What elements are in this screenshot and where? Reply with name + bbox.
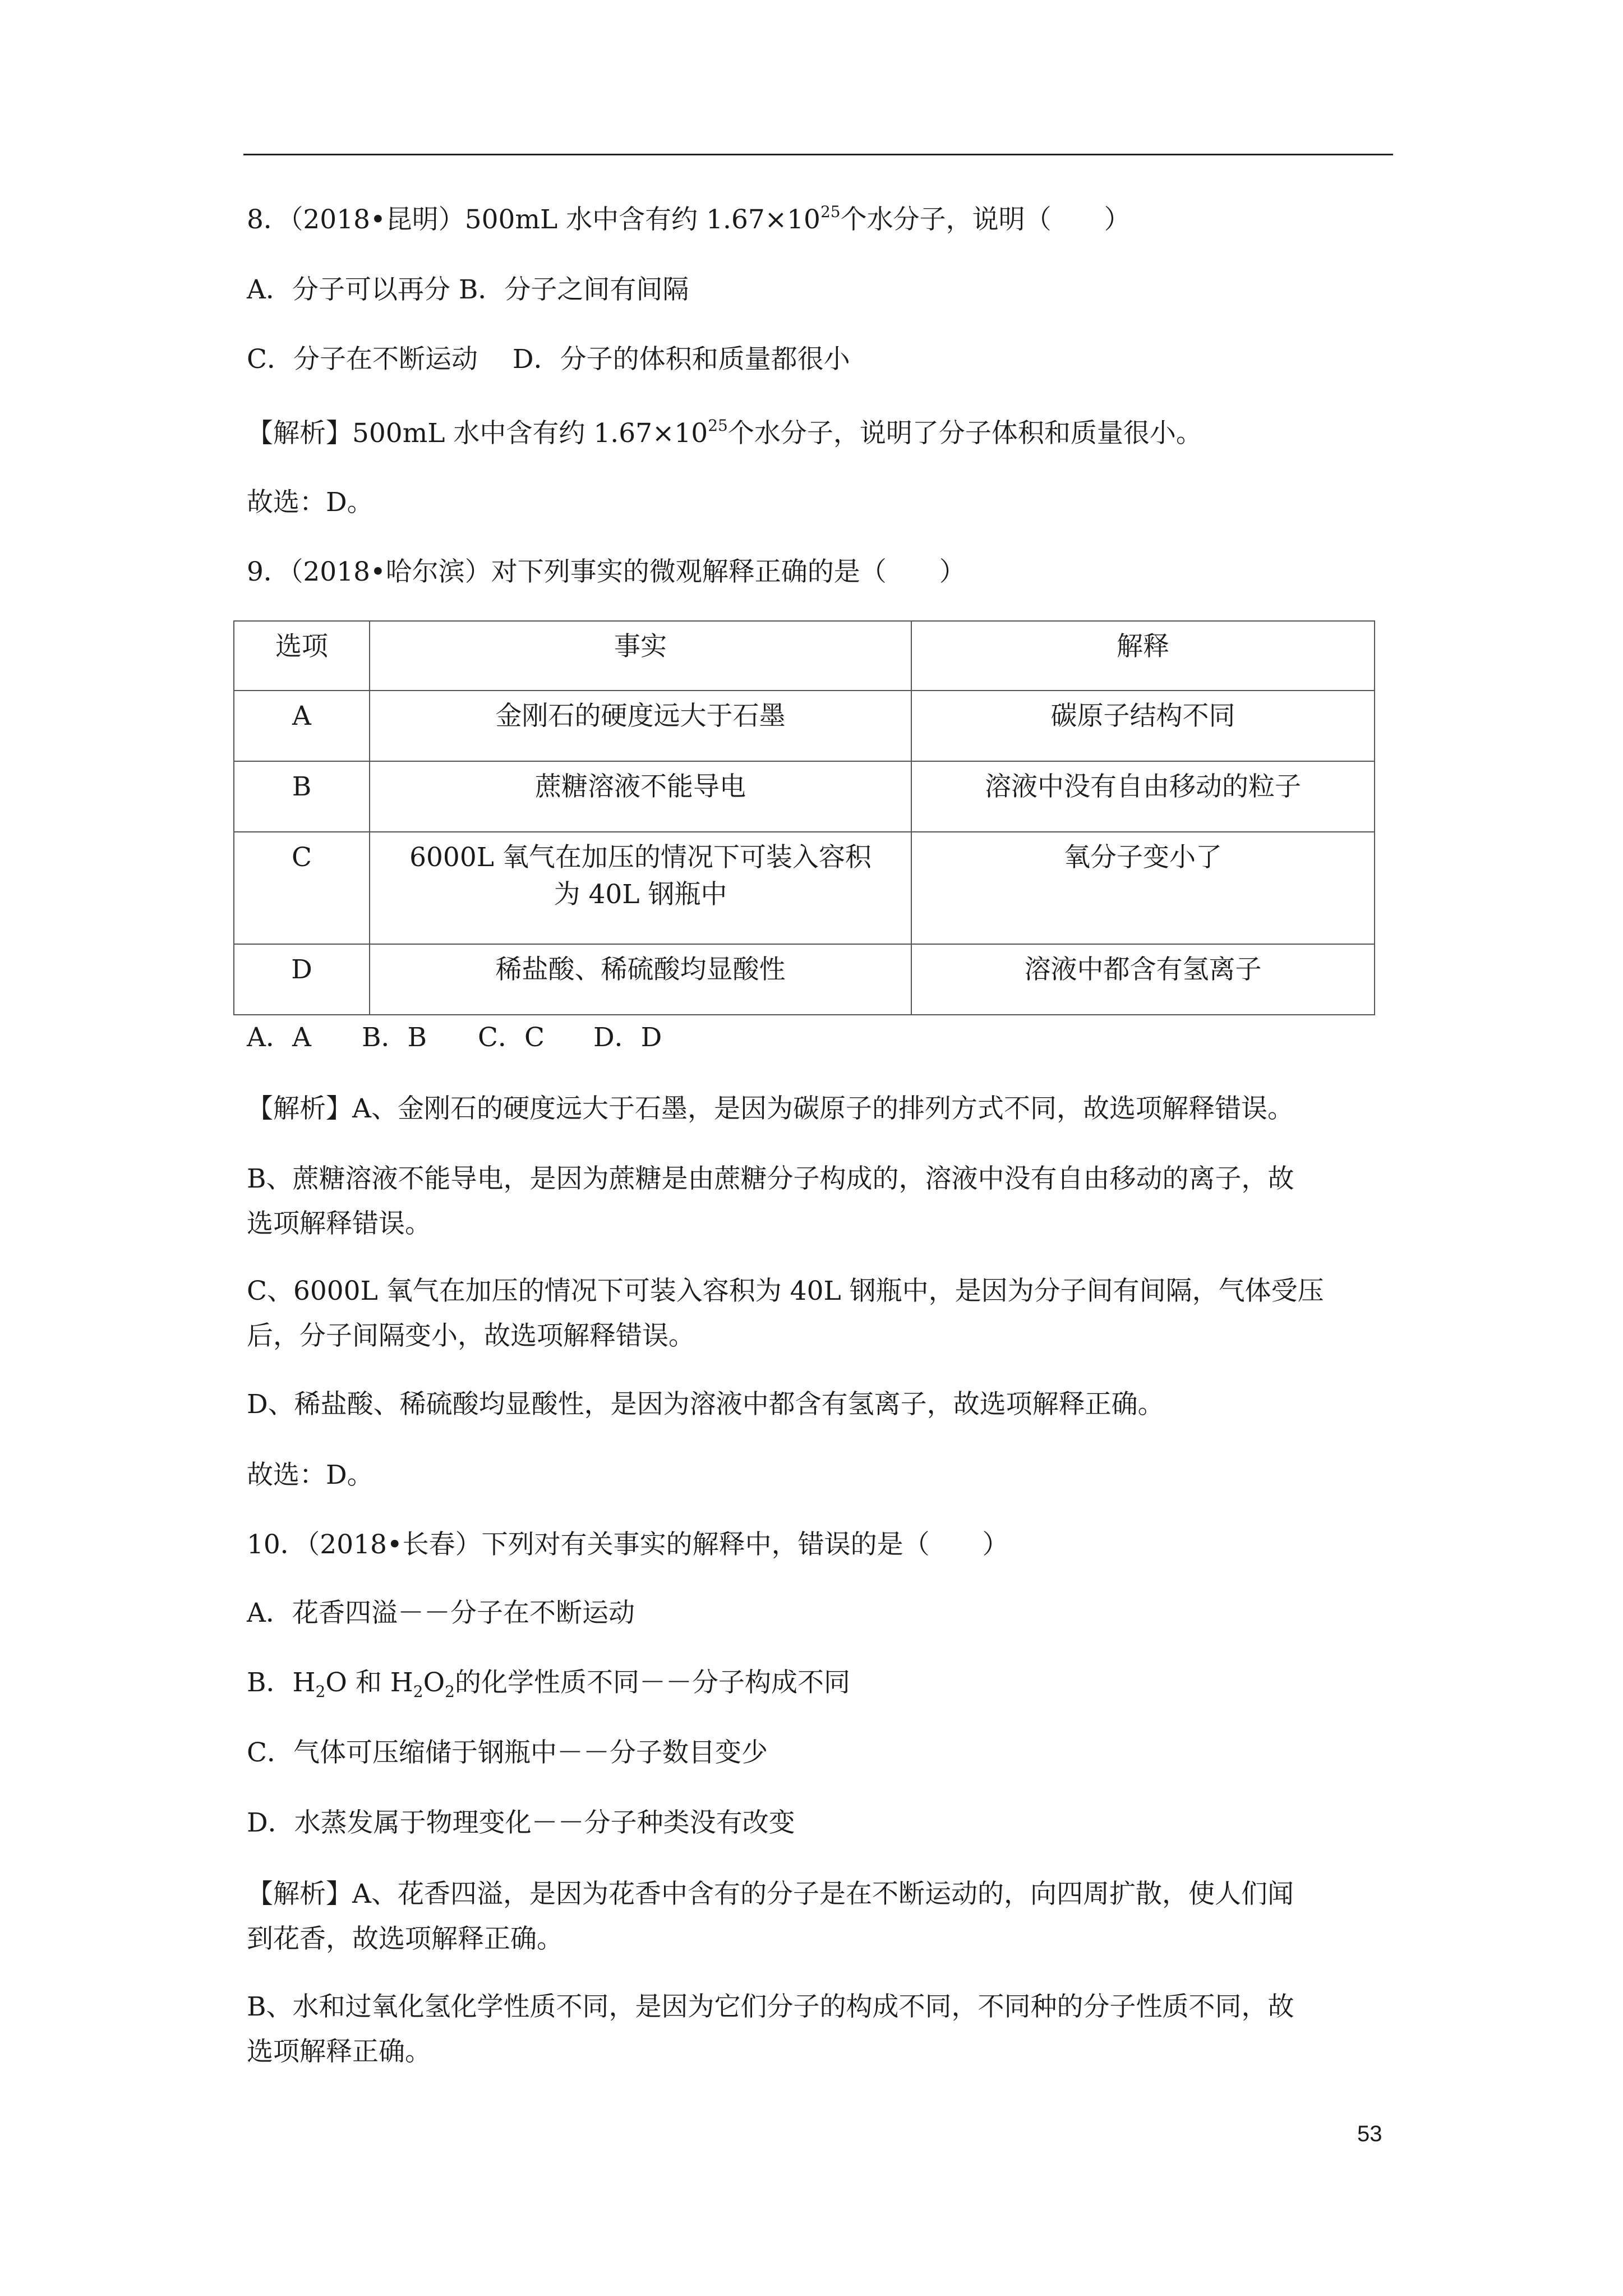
q9-option-c: C．C bbox=[478, 1022, 545, 1053]
q10-option-b: B．$H_2O$ 和 $H_2O_2$的化学性质不同－－分子构成不同 bbox=[247, 1667, 850, 1701]
q9-analysis-b-line1: B、蔗糖溶液不能导电，是因为蔗糖是由蔗糖分子构成的，溶液中没有自由移动的离子，故 bbox=[247, 1163, 1294, 1194]
q8-analysis: 【解析】500mL 水中含有约 $1.67\times 10^{25}$个水分子，说明了分子体积和质量很小。 bbox=[247, 416, 1202, 449]
q9-analysis-c-line1: C、6000L 氧气在加压的情况下可装入容积为 40L 钢瓶中，是因为分子间有间隔，气体受压 bbox=[247, 1276, 1324, 1306]
row-explanation: 溶液中没有自由移动的粒子 bbox=[911, 761, 1375, 832]
q10-option-a: A．花香四溢－－分子在不断运动 bbox=[247, 1598, 635, 1628]
q10-analysis-a-line2: 到花香，故选项解释正确。 bbox=[247, 1924, 563, 1954]
q9-option-d: D．D bbox=[593, 1022, 662, 1053]
q9-stem: 9．（2018•哈尔滨）对下列事实的微观解释正确的是（ ） bbox=[247, 556, 966, 587]
header-fact: 事实 bbox=[370, 621, 911, 691]
q8-stem: 8．（2018•昆明）500mL 水中含有约 $1.67\times 10^{25}$个水分子，说明（ ） bbox=[247, 203, 1131, 235]
q10-analysis-a-line1: 【解析】A、花香四溢，是因为花香中含有的分子是在不断运动的，向四周扩散，使人们闻 bbox=[247, 1879, 1294, 1910]
q9-answer: 故选：D。 bbox=[247, 1460, 374, 1490]
row-fact-line2: 为 40L 钢瓶中 bbox=[554, 879, 727, 910]
q9-options bbox=[247, 1015, 662, 1060]
row-explanation: 溶液中都含有氢离子 bbox=[911, 944, 1375, 1015]
q9-facts-table bbox=[233, 620, 1375, 1015]
row-option: A bbox=[234, 691, 370, 761]
q8-answer: 故选：D。 bbox=[247, 487, 374, 518]
row-fact-line1: 6000L 氧气在加压的情况下可装入容积 bbox=[409, 842, 872, 873]
table-row bbox=[234, 944, 1375, 1015]
q10-stem: 10．（2018•长春）下列对有关事实的解释中，错误的是（ ） bbox=[247, 1529, 1009, 1560]
row-fact: 金刚石的硬度远大于石墨 bbox=[370, 691, 911, 761]
row-option: C bbox=[234, 832, 370, 944]
row-fact: 蔗糖溶液不能导电 bbox=[370, 761, 911, 832]
q9-option-b: B．B bbox=[362, 1022, 427, 1053]
row-fact bbox=[370, 832, 911, 944]
q9-analysis-c-line2: 后，分子间隔变小，故选项解释错误。 bbox=[247, 1320, 695, 1351]
page-number: 53 bbox=[1357, 2122, 1382, 2146]
q8-options-ab: A．分子可以再分 B．分子之间有间隔 bbox=[247, 274, 689, 305]
row-option: B bbox=[234, 761, 370, 832]
header-explanation: 解释 bbox=[911, 621, 1375, 691]
q10-analysis-b-line2: 选项解释正确。 bbox=[247, 2036, 431, 2067]
row-explanation: 氧分子变小了 bbox=[911, 832, 1375, 944]
q9-analysis-b-line2: 选项解释错误。 bbox=[247, 1208, 431, 1239]
q10-option-c: C．气体可压缩储于钢瓶中－－分子数目变少 bbox=[247, 1737, 768, 1768]
q9-analysis-d: D、稀盐酸、稀硫酸均显酸性，是因为溶液中都含有氢离子，故选项解释正确。 bbox=[247, 1389, 1164, 1420]
q10-analysis-b-line1: B、水和过氧化氢化学性质不同，是因为它们分子的构成不同，不同种的分子性质不同，故 bbox=[247, 1991, 1294, 2022]
row-explanation: 碳原子结构不同 bbox=[911, 691, 1375, 761]
row-fact: 稀盐酸、稀硫酸均显酸性 bbox=[370, 944, 911, 1015]
q9-option-a: A．A bbox=[247, 1022, 311, 1053]
table-row bbox=[234, 691, 1375, 761]
q8-options-cd: C．分子在不断运动 D．分子的体积和质量都很小 bbox=[247, 344, 850, 375]
table-row bbox=[234, 761, 1375, 832]
header-rule bbox=[243, 154, 1393, 155]
q9-analysis-a: 【解析】A、金刚石的硬度远大于石墨，是因为碳原子的排列方式不同，故选项解释错误。 bbox=[247, 1093, 1294, 1124]
q10-option-d: D．水蒸发属于物理变化－－分子种类没有改变 bbox=[247, 1807, 795, 1838]
row-option: D bbox=[234, 944, 370, 1015]
table-row bbox=[234, 832, 1375, 944]
table-header-row bbox=[234, 621, 1375, 691]
header-option: 选项 bbox=[234, 621, 370, 691]
